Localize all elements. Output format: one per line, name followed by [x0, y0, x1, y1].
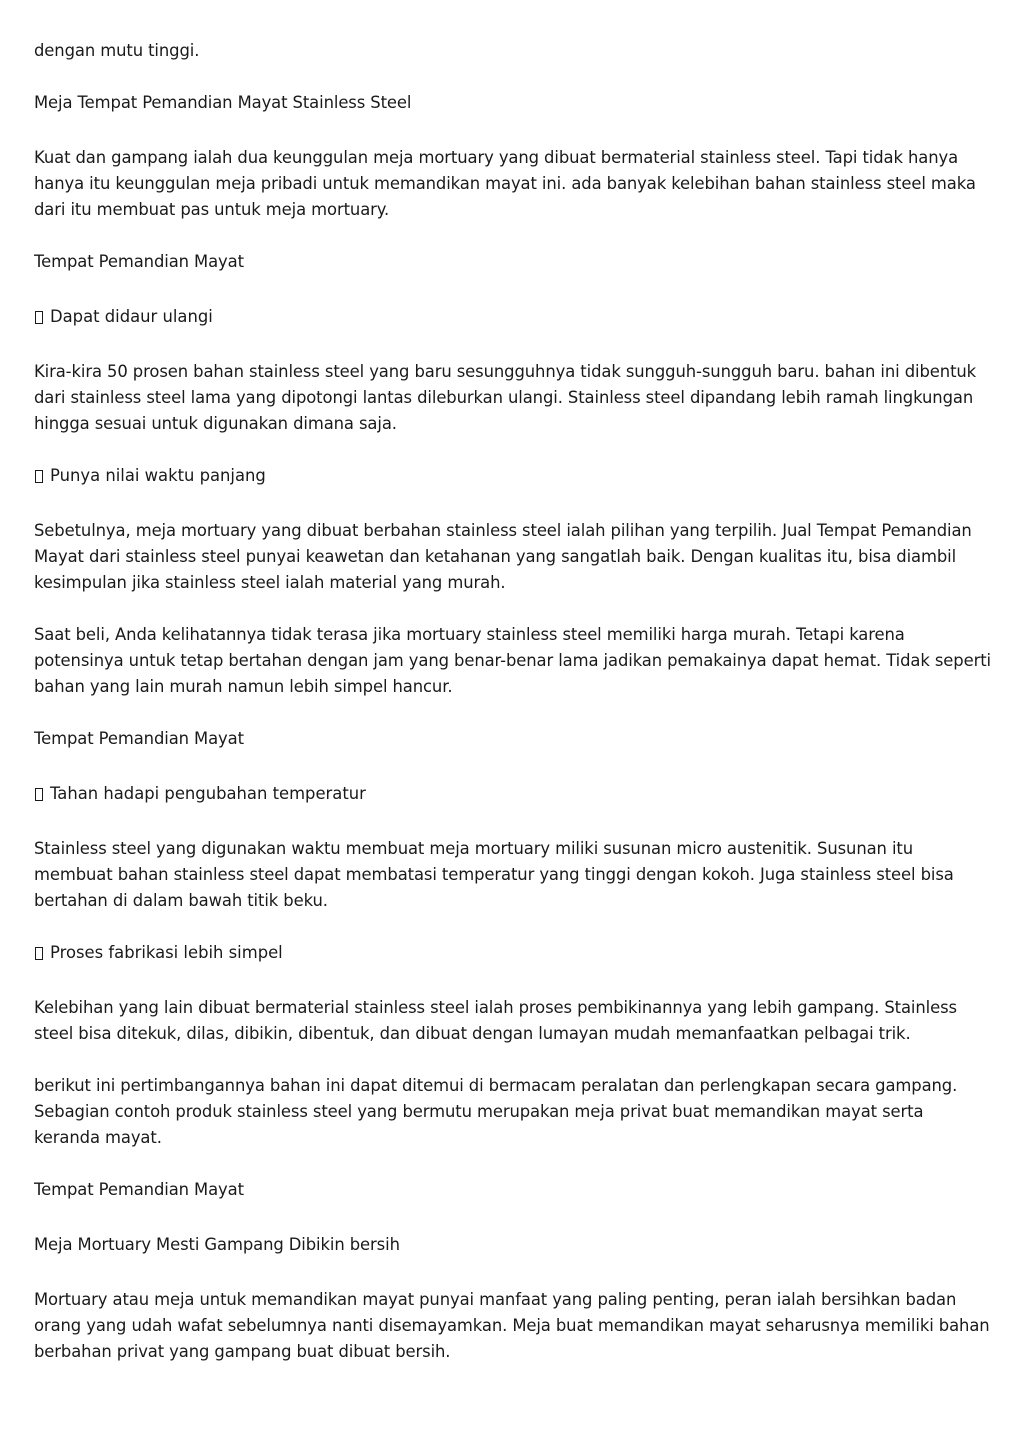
paragraph-pertimbangan: berikut ini pertimbangannya bahan ini dapat ditemui di bermacam peralatan dan perlengkapan secara gampang. Sebagian contoh produk stainless steel yang bermutu merupakan meja privat buat memandikan mayat serta keranda mayat.: [34, 1076, 958, 1147]
paragraph-daur-ulang: Kira-kira 50 prosen bahan stainless steel yang baru sesungguhnya tidak sungguh-sungguh baru. bahan ini dibentuk dari stainless steel lama yang dipotongi lantas dileburkan ulangi. Stainless steel dipandang lebih ramah lingkungan hingga sesuai untuk digunakan dimana saja.: [34, 362, 977, 433]
bullet-text: Punya nilai waktu panjang: [50, 466, 266, 485]
bullet-box-icon: [35, 788, 43, 801]
bullet-item-temperatur: [34, 781, 994, 807]
bullet-text: Proses fabrikasi lebih simpel: [50, 943, 283, 962]
bullet-item-nilai-waktu: [34, 463, 994, 489]
bullet-box-icon: [35, 947, 43, 960]
paragraph-fabrikasi: Kelebihan yang lain dibuat bermaterial stainless steel ialah proses pembikinannya yang lebih gampang. Stainless steel bisa ditekuk, dilas, dibikin, dibentuk, dan dibuat dengan lumayan mudah memanfaatkan pelbagai trik.: [34, 998, 957, 1043]
section-heading-tempat-pemandian-3: Tempat Pemandian Mayat: [34, 1180, 244, 1199]
paragraph-harga-murah: Saat beli, Anda kelihatannya tidak terasa jika mortuary stainless steel memiliki harga murah. Tetapi karena potensinya untuk tetap bertahan dengan jam yang benar-benar lama jadikan pemakainya dapat hemat. Tidak seperti bahan yang lain murah namun lebih simpel hancur.: [34, 625, 991, 696]
paragraph-austenitik: Stainless steel yang digunakan waktu membuat meja mortuary miliki susunan micro austenitik. Susunan itu membuat bahan stainless steel dapat membatasi temperatur yang tinggi dengan kokoh. Juga stainless steel bisa bertahan di dalam bawah titik beku.: [34, 839, 954, 910]
bullet-text: Tahan hadapi pengubahan temperatur: [50, 784, 366, 803]
bullet-item-fabrikasi: [34, 940, 994, 966]
bullet-box-icon: [35, 470, 43, 483]
bullet-box-icon: [35, 311, 43, 324]
bullet-text: Dapat didaur ulangi: [50, 307, 213, 326]
section-heading-tempat-pemandian-2: Tempat Pemandian Mayat: [34, 729, 244, 748]
bullet-item-daur-ulang: [34, 304, 994, 330]
document-page: [34, 38, 994, 1391]
paragraph-pilihan-terpilih: Sebetulnya, meja mortuary yang dibuat berbahan stainless steel ialah pilihan yang terpilih. Jual Tempat Pemandian Mayat dari stainless steel punyai keawetan dan ketahanan yang sangatlah baik. Dengan kualitas itu, bisa diambil kesimpulan jika stainless steel ialah material yang murah.: [34, 521, 972, 592]
paragraph-keunggulan: Kuat dan gampang ialah dua keunggulan meja mortuary yang dibuat bermaterial stainless steel. Tapi tidak hanya hanya itu keunggulan meja pribadi untuk memandikan mayat ini. ada banyak kelebihan bahan stainless steel maka dari itu membuat pas untuk meja mortuary.: [34, 148, 976, 219]
paragraph-intro-tail: dengan mutu tinggi.: [34, 41, 200, 60]
paragraph-mortuary-manfaat: Mortuary atau meja untuk memandikan mayat punyai manfaat yang paling penting, peran ialah bersihkan badan orang yang udah wafat sebelumnya nanti disemayamkan. Meja buat memandikan mayat seharusnya memiliki bahan berbahan privat yang gampang buat dibuat bersih.: [34, 1290, 990, 1361]
section-heading-tempat-pemandian: Tempat Pemandian Mayat: [34, 252, 244, 271]
section-heading-meja-stainless: Meja Tempat Pemandian Mayat Stainless Steel: [34, 93, 412, 112]
section-heading-mudah-dibersihkan: Meja Mortuary Mesti Gampang Dibikin bersih: [34, 1235, 400, 1254]
